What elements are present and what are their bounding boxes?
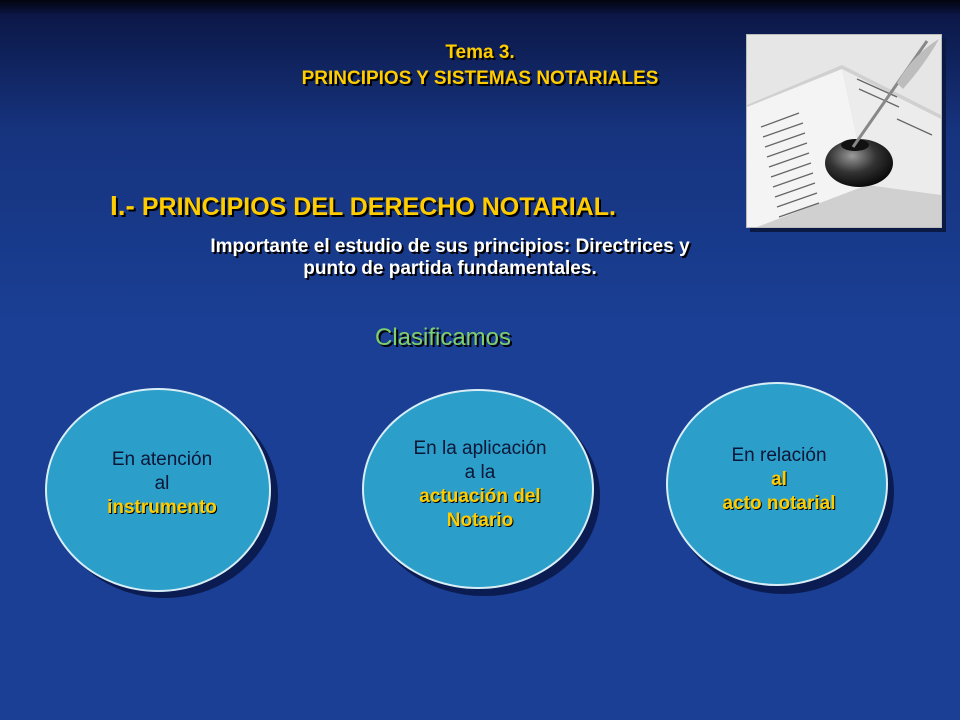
category-label: En atención [111,449,213,470]
topic-title: PRINCIPIOS Y SISTEMAS NOTARIALES [301,68,659,89]
section-title [110,190,616,222]
category-notario-text [362,437,598,533]
category-highlight: Notario [446,510,514,531]
category-label: En relación [731,445,827,466]
section-heading: PRINCIPIOS DEL DERECHO NOTARIAL. [141,193,616,221]
top-band [0,0,960,14]
intro-line-2: punto de partida fundamentales. [303,258,597,279]
category-label: al [154,473,170,494]
category-highlight: acto notarial [722,493,836,514]
intro-line-1: Importante el estudio de sus principios: Directrices y [210,236,690,257]
intro-text [150,236,750,280]
topic-number: Tema 3. [445,42,515,63]
category-acto-text [666,444,892,516]
category-label: En la aplicación [413,438,547,459]
slide-header [200,40,760,92]
classify-label: Clasificamos [374,324,512,351]
category-highlight: actuación del [419,486,541,507]
category-label: a la [464,462,496,483]
section-numeral: I.- [110,190,135,221]
quill-inkwell-book-icon [746,34,942,228]
category-highlight: instrumento [107,497,217,518]
category-highlight: al [771,469,787,490]
category-instrumento-text [45,448,279,520]
